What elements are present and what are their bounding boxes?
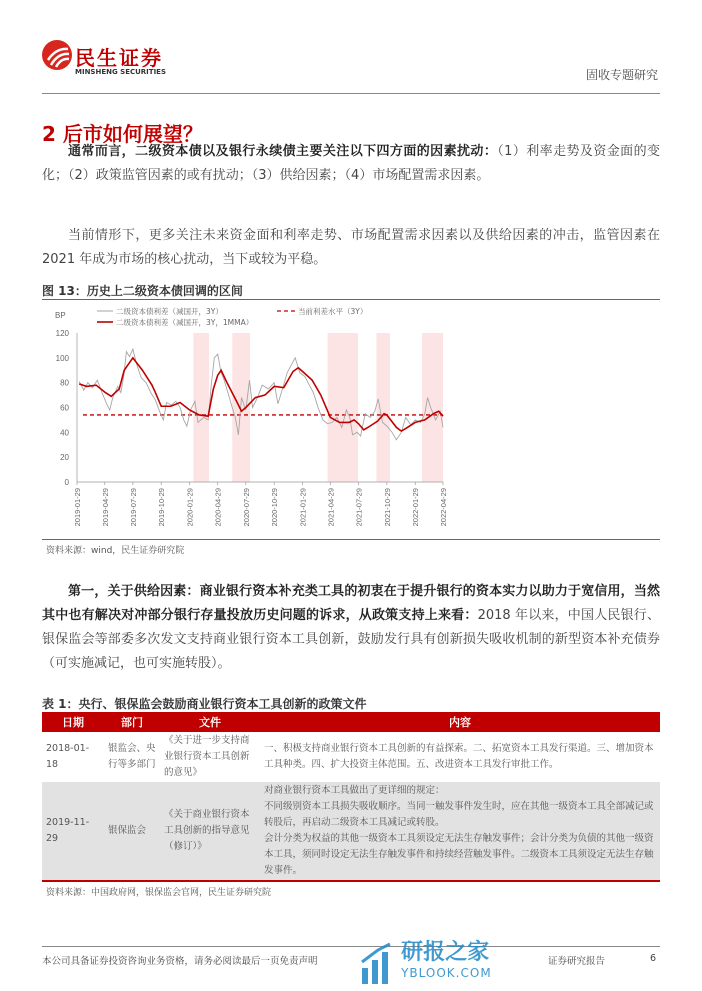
x-tick-label: 2021-10-29: [382, 488, 392, 527]
y-tick-label: 0: [64, 478, 69, 487]
shaded-range: [376, 333, 390, 482]
para3-rest: 2018 年以来，中国人民银行、银保监会等部委多次发文支持商业银行资本工具创新，鼓励发行具有创新损失吸收机制的新型资本补充债券（可实施减记，也可实施转股）。: [42, 608, 660, 671]
header-divider: [42, 93, 660, 94]
table-caption: 表 1：央行、银保监会鼓励商业银行资本工具创新的政策文件: [42, 697, 367, 711]
disclaimer: 本公司具备证券投资咨询业务资格，请务必阅读最后一页免责声明: [42, 956, 318, 967]
cell-content: 一、积极支持商业银行资本工具创新的有益探索。二、拓宽资本工具发行渠道。三、增加资本工具种类。四、扩大投资主体范围。五、改进资本工具发行审批工作。: [264, 743, 654, 770]
table-row: [42, 732, 660, 782]
logo-swoosh-icon: [42, 40, 72, 70]
x-tick-label: 2022-04-29: [439, 488, 448, 527]
legend-label: 二级资本债利差（减国开，3Y，1MMA）: [116, 318, 254, 327]
x-tick-label: 2021-07-29: [354, 488, 364, 527]
x-tick-label: 2019-10-29: [157, 488, 167, 527]
section-label: 固收专题研究: [585, 68, 658, 82]
content-line: 会计分类为权益的其他一级资本工具须设定无法生存触发事件；会计分类为负债的其他一级资本工具，须同时设定无法生存触发事件和持续经营触发事件。二级资本工具须设定无法生存触发事件。: [264, 833, 654, 876]
cell-dept: 银保监会: [104, 782, 160, 881]
col-date: 日期: [42, 712, 104, 732]
cell-dept: 银监会、央行等多部门: [108, 743, 156, 770]
legend-label: 当前利差水平（3Y）: [298, 307, 368, 316]
y-tick-label: 60: [60, 403, 69, 413]
spread-chart: [0, 300, 702, 545]
x-tick-label: 2019-01-29: [73, 488, 82, 527]
col-doc: 文件: [160, 712, 260, 732]
figure-source: 资料来源：wind，民生证券研究院: [46, 546, 185, 556]
paragraph-1: [42, 140, 660, 188]
x-tick-label: 2020-07-29: [241, 488, 251, 527]
watermark-en: YBLOOK.COM: [401, 966, 492, 980]
section-heading: 2 后市如何展望？: [42, 122, 203, 146]
x-tick-label: 2021-04-29: [326, 488, 336, 527]
figure-bottom-rule: [42, 539, 660, 540]
para1-rest: （1）利率走势及资金面的变化；（2）政策监管因素的或有扰动；（3）供给因素；（4）市场配置需求因素。: [42, 144, 660, 183]
content-line: 对商业银行资本工具做出了更详细的规定：: [264, 785, 445, 796]
shaded-range: [232, 333, 250, 482]
report-type: 证券研究报告: [548, 956, 606, 967]
x-tick-label: 2022-01-29: [411, 488, 421, 527]
paragraph-2: 当前情形下，更多关注未来资金面和利率走势、市场配置需求因素以及供给因素的冲击，监管因素在 2021 年成为市场的核心扰动，当下或较为平稳。: [42, 228, 660, 267]
watermark-cn: 研报之家: [401, 940, 490, 965]
x-tick-label: 2019-07-29: [128, 488, 138, 527]
col-content: 内容: [260, 712, 660, 732]
y-tick-label: 40: [60, 428, 69, 438]
x-tick-label: 2021-01-29: [298, 488, 308, 527]
x-tick-label: 2019-04-29: [100, 488, 110, 527]
y-tick-label: 20: [60, 453, 69, 463]
logo-en: MINSHENG SECURITIES: [75, 68, 166, 76]
footer-divider: [42, 946, 660, 947]
y-tick-label: 100: [55, 353, 69, 363]
x-tick-label: 2020-10-29: [270, 488, 280, 527]
cell-doc: 《关于商业银行资本工具创新的指导意见（修订）》: [160, 782, 260, 881]
table-header-row: [42, 712, 660, 732]
cell-date: 2019-11-29: [42, 782, 104, 881]
y-tick-label: 80: [60, 378, 69, 388]
logo-cn: 民生证券: [75, 46, 163, 70]
table-block: [42, 712, 660, 898]
col-dept: 部门: [104, 712, 160, 732]
para1-bold: 通常而言，二级资本债以及银行永续债主要关注以下四方面的因素扰动：: [68, 144, 498, 159]
watermark-bars-icon: [360, 940, 396, 986]
policy-table: [42, 712, 660, 882]
y-axis-unit: BP: [55, 311, 66, 320]
watermark: [360, 940, 492, 986]
cell-doc: 《关于进一步支持商业银行资本工具创新的意见》: [164, 735, 250, 778]
x-tick-label: 2020-04-29: [213, 488, 223, 527]
page-number: 6: [650, 953, 657, 964]
figure-caption: 图 13：历史上二级资本债回调的区间: [42, 284, 243, 298]
shaded-range: [328, 333, 359, 482]
para3-bold: 第一，关于供给因素：商业银行资本补充类工具的初衷在于提升银行的资本实力以助力于宽信用，当然其中也有解决对冲部分银行存量投放历史问题的诉求，从政策支持上来看：: [42, 584, 660, 623]
x-tick-label: 2020-01-29: [185, 488, 195, 527]
table-source: 资料来源：中国政府网，银保监会官网，民生证券研究院: [46, 888, 272, 898]
logo: [42, 40, 72, 70]
paragraph-3: [42, 580, 660, 676]
y-tick-label: 120: [55, 329, 69, 338]
content-line: 不同级别资本工具损失吸收顺序。当同一触发事件发生时，应在其他一级资本工具全部减记或转股后，再启动二级资本工具减记或转股。: [264, 801, 654, 828]
legend-label: 二级资本债利差（减国开，3Y）: [116, 307, 223, 316]
shaded-range: [422, 333, 443, 482]
table-row: [42, 782, 660, 881]
cell-content: [260, 782, 660, 881]
cell-date: 2018-01-18: [46, 743, 90, 770]
